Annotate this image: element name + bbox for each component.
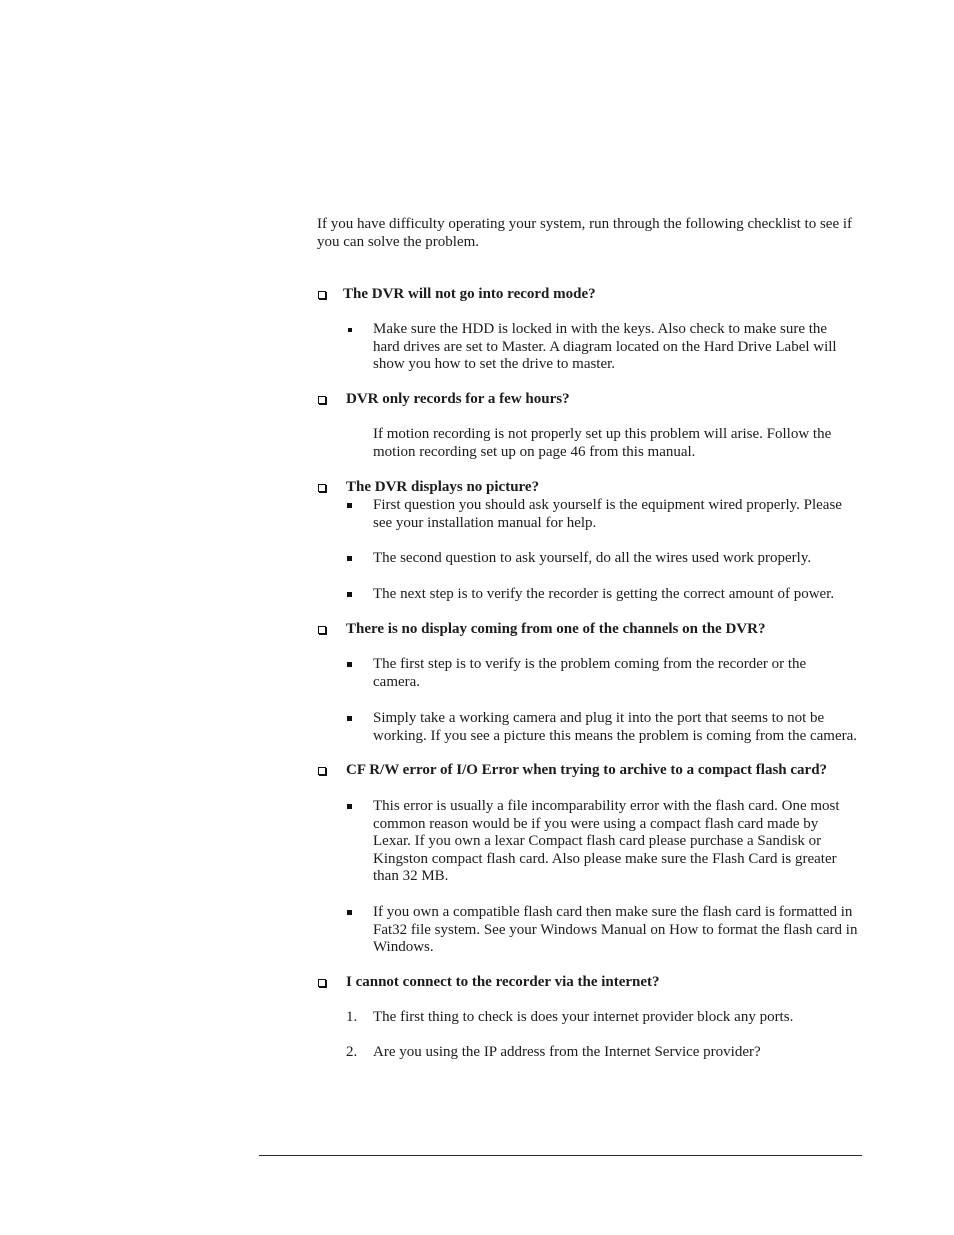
item-line: This error is usually a file incomparability error with the flash card. One most — [373, 798, 840, 814]
item-line: Windows. — [373, 939, 434, 955]
section-question — [318, 974, 878, 992]
checkbox-icon — [318, 484, 326, 492]
square-bullet-icon — [347, 662, 352, 667]
square-bullet-icon — [347, 716, 352, 721]
item-line: If motion recording is not properly set up this problem will arise. Follow the — [373, 426, 832, 442]
question-text: The DVR displays no picture? — [346, 479, 540, 495]
footer-rule — [259, 1155, 862, 1156]
checkbox-icon — [318, 291, 326, 299]
checkbox-icon — [318, 767, 326, 775]
intro-line: you can solve the problem. — [317, 233, 480, 250]
question-text: DVR only records for a few hours? — [346, 391, 570, 407]
item-line: If you own a compatible flash card then make sure the flash card is formatted in — [373, 904, 853, 920]
item-line: Make sure the HDD is locked in with the keys. Also check to make sure the — [373, 321, 828, 337]
square-bullet-icon — [347, 804, 352, 809]
section-question — [318, 621, 878, 639]
item-line: Are you using the IP address from the Internet Service provider? — [373, 1044, 761, 1060]
checkbox-icon — [318, 396, 326, 404]
checkbox-icon — [318, 626, 326, 634]
item-line: working. If you see a picture this means the problem is coming from the camera. — [373, 727, 858, 744]
intro-line: If you have difficulty operating your system, run through the following checklist to see if — [317, 216, 853, 232]
item-line: see your installation manual for help. — [373, 514, 597, 531]
question-text: The DVR will not go into record mode? — [343, 286, 596, 302]
square-bullet-icon — [347, 592, 352, 597]
item-line: Fat32 file system. See your Windows Manual on How to format the flash card in — [373, 921, 858, 938]
item-line: Kingston compact flash card. Also please make sure the Flash Card is greater — [373, 850, 837, 867]
item-line: show you how to set the drive to master. — [373, 356, 616, 372]
square-bullet-icon — [347, 503, 352, 508]
question-text: CF R/W error of I/O Error when trying to archive to a compact flash card? — [346, 762, 828, 778]
checkbox-icon — [318, 979, 326, 987]
item-number: 2. — [346, 1044, 358, 1060]
square-bullet-icon — [347, 910, 352, 915]
item-line: The first step is to verify is the problem coming from the recorder or the — [373, 656, 807, 672]
section-question — [318, 762, 878, 780]
section-question — [318, 391, 878, 409]
question-text: There is no display coming from one of the channels on the DVR? — [346, 621, 766, 637]
item-line: Simply take a working camera and plug it into the port that seems to not be — [373, 710, 825, 726]
section-question — [318, 479, 878, 497]
item-line: The next step is to verify the recorder is getting the correct amount of power. — [373, 586, 835, 602]
square-bullet-icon — [348, 328, 352, 332]
item-line: camera. — [373, 673, 421, 690]
section-question — [318, 286, 878, 304]
item-line: than 32 MB. — [373, 868, 449, 884]
item-line: Lexar. If you own a lexar Compact flash card please purchase a Sandisk or — [373, 833, 822, 849]
item-line: hard drives are set to Master. A diagram located on the Hard Drive Label will — [373, 338, 837, 355]
question-text: I cannot connect to the recorder via the internet? — [346, 974, 660, 990]
item-line: The second question to ask yourself, do all the wires used work properly. — [373, 550, 812, 566]
item-line: First question you should ask yourself is the equipment wired properly. Please — [373, 497, 842, 513]
item-number: 1. — [346, 1009, 358, 1025]
item-line: The first thing to check is does your internet provider block any ports. — [373, 1009, 794, 1025]
item-line: motion recording set up on page 46 from this manual. — [373, 443, 696, 460]
item-line: common reason would be if you were using a compact flash card made by — [373, 815, 819, 832]
intro-paragraph — [317, 216, 852, 251]
square-bullet-icon — [347, 556, 352, 561]
